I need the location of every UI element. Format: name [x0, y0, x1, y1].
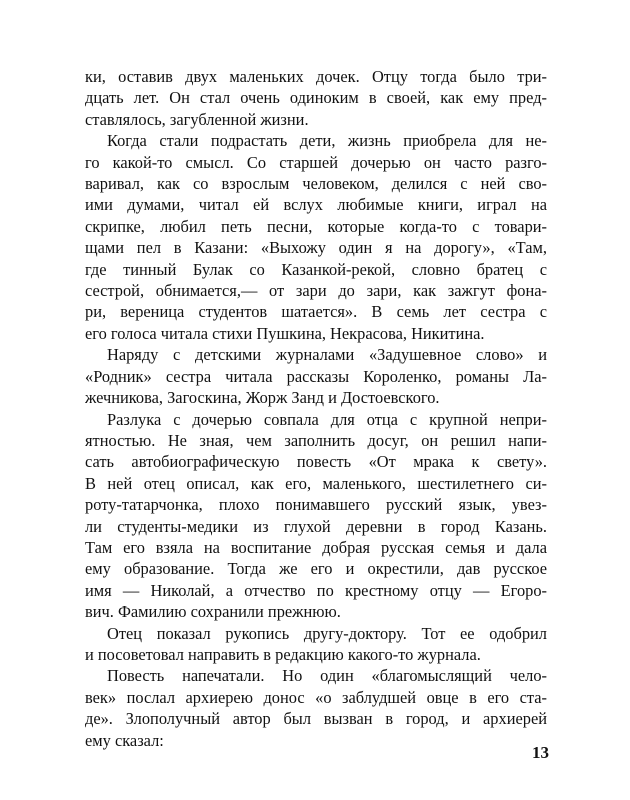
text-line: ему сказал: — [85, 730, 164, 750]
text-line: де». Злополучный автор был вызван в город, и архиерей — [85, 709, 547, 729]
text-line: имя — Николай, а отчество по крестному отцу — Егоро- — [85, 580, 547, 600]
text-line: роту-татарчонка, плохо понимавшего русский язык, увез- — [85, 495, 547, 515]
text-line: ими думами, читал ей вслух любимые книги, играл на — [85, 195, 547, 215]
paragraph — [85, 66, 547, 130]
text-line: век» послал архиерею донос «о заблудшей овце в его ста- — [85, 687, 547, 707]
paragraph — [85, 344, 547, 408]
text-line: ли студенты-медики из глухой деревни в город Казань. — [85, 516, 547, 536]
text-line: В ней отец описал, как его, маленького, шестилетнего си- — [85, 473, 547, 493]
text-line: Когда стали подрастать дети, жизнь приобрела для не- — [107, 131, 547, 151]
text-line: щами пел в Казани: «Выхожу один я на дорогу», «Там, — [85, 238, 547, 258]
text-line: дцать лет. Он стал очень одиноким в своей, как ему пред- — [85, 88, 547, 108]
text-line: Отец показал рукопись другу-доктору. Тот ее одобрил — [107, 623, 547, 643]
text-line: Наряду с детскими журналами «Задушевное слово» и — [107, 345, 547, 365]
paragraph — [85, 623, 547, 666]
text-line: Разлука с дочерью совпала для отца с крупной непри- — [107, 409, 547, 429]
paragraph — [85, 130, 547, 344]
text-line: ему образование. Тогда же его и окрестили, дав русское — [85, 559, 547, 579]
text-line: сать автобиографическую повесть «От мрака к свету». — [85, 452, 547, 472]
text-line: вич. Фамилию сохранили прежнюю. — [85, 602, 341, 622]
text-line: и посоветовал направить в редакцию какого-то журнала. — [85, 644, 481, 664]
text-line: сестрой, обнимается,— от зари до зари, как зажгут фона- — [85, 281, 547, 301]
paragraph — [85, 409, 547, 623]
document-page — [85, 66, 547, 751]
text-line: ятностью. Не зная, чем заполнить досуг, он решил напи- — [85, 430, 547, 450]
paragraph — [85, 665, 547, 751]
text-line: его голоса читала стихи Пушкина, Некрасова, Никитина. — [85, 323, 485, 343]
text-line: го какой-то смысл. Со старшей дочерью он часто разго- — [85, 152, 547, 172]
text-line: ки, оставив двух маленьких дочек. Отцу тогда было три- — [85, 67, 547, 86]
text-line: ри, вереница студентов шатается». В семь лет сестра с — [85, 302, 547, 322]
text-line: Там его взяла на воспитание добрая русская семья и дала — [85, 537, 547, 557]
text-line: ставлялось, загубленной жизни. — [85, 109, 309, 129]
text-line: Повесть напечатали. Но один «благомыслящий чело- — [107, 666, 547, 686]
page-number: 13 — [532, 743, 549, 762]
text-line: где тинный Булак со Казанкой-рекой, словно братец с — [85, 259, 547, 279]
text-line: жечникова, Загоскина, Жорж Занд и Достоевского. — [85, 388, 440, 408]
text-line: варивал, как со взрослым человеком, делился с ней сво- — [85, 174, 547, 194]
text-line: «Родник» сестра читала рассказы Короленко, романы Ла- — [85, 366, 547, 386]
text-line: скрипке, любил петь песни, которые когда-то с товари- — [85, 216, 547, 236]
